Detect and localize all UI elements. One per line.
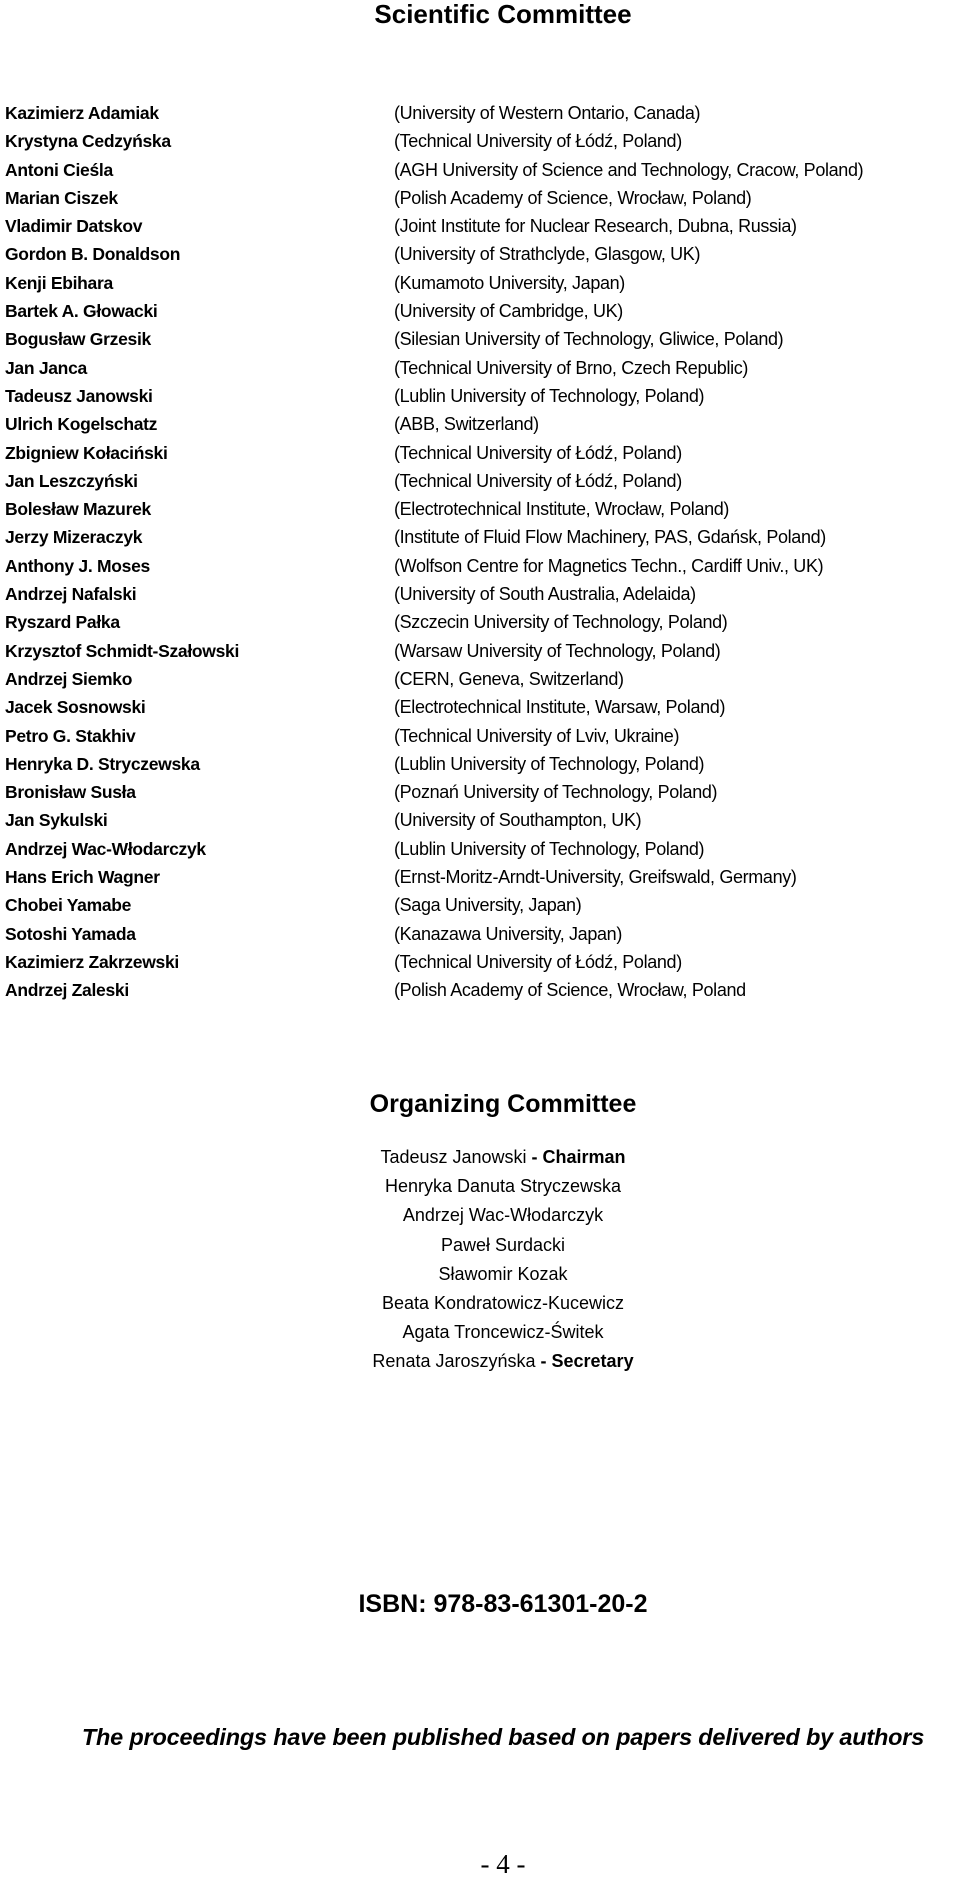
committee-member-row [5,410,960,438]
organizer-row [0,1347,960,1376]
committee-member-row [5,920,960,948]
member-name: Gordon B. Donaldson [5,244,181,265]
member-name: Sotoshi Yamada [5,923,136,944]
member-affiliation: (ABB, Switzerland) [394,414,539,435]
member-name: Antoni Cieśla [5,159,113,180]
organizing-committee-title: Organizing Committee [369,1090,637,1118]
organizer-name: Renata Jaroszyńska [372,1351,536,1372]
committee-member-row [5,665,960,693]
committee-member-row [5,99,960,127]
organizer-name: Henryka Danuta Stryczewska [384,1176,622,1197]
committee-member-row [5,778,960,806]
member-affiliation: (Ernst-Moritz-Arndt-University, Greifswald, Germany) [394,867,797,888]
member-affiliation: (Lublin University of Technology, Poland) [394,838,705,859]
organizer-row [0,1260,960,1289]
member-name: Tadeusz Janowski [5,385,153,406]
member-name: Anthony J. Moses [5,555,150,576]
organizer-row [0,1231,960,1260]
organizer-row [0,1201,960,1230]
committee-member-row [5,863,960,891]
committee-member-row [5,269,960,297]
organizer-name: Sławomir Kozak [438,1263,568,1284]
committee-member-row [5,184,960,212]
committee-member-row [5,439,960,467]
member-name: Chobei Yamabe [5,895,132,916]
member-affiliation: (University of Cambridge, UK) [394,301,623,322]
committee-member-row [5,750,960,778]
organizer-role: - Secretary [535,1351,634,1372]
member-name: Bolesław Mazurek [5,499,151,520]
member-name: Kazimierz Zakrzewski [5,951,179,972]
member-affiliation: (Institute of Fluid Flow Machinery, PAS, Gdańsk, Poland) [394,527,826,548]
committee-member-row [5,835,960,863]
committee-member-row [5,976,960,1004]
organizer-name: Tadeusz Janowski [380,1147,527,1167]
member-name: Krzysztof Schmidt-Szałowski [5,640,240,661]
member-name: Bronisław Susła [5,782,136,803]
member-name: Henryka D. Stryczewska [5,753,200,774]
member-name: Jerzy Mizeraczyk [5,527,143,548]
page-number: - 4 - [480,1849,526,1879]
scientific-committee-list [5,99,960,1005]
member-affiliation: (Silesian University of Technology, Gliwice, Poland) [394,329,784,350]
member-affiliation: (University of Southampton, UK) [394,810,642,831]
committee-member-row [5,382,960,410]
member-affiliation: (Technical University of Łódź, Poland) [394,951,682,972]
committee-member-row [5,495,960,523]
member-affiliation: (Lublin University of Technology, Poland) [394,385,705,406]
member-name: Kenji Ebihara [5,272,113,293]
member-affiliation: (AGH University of Science and Technology, Cracow, Poland) [394,159,864,180]
committee-member-row [5,467,960,495]
organizer-name: Paweł Surdacki [440,1234,566,1255]
organizer-role: - Chairman [526,1147,626,1167]
member-affiliation: (Wolfson Centre for Magnetics Techn., Cardiff Univ., UK) [394,555,824,576]
member-affiliation: (Poznań University of Technology, Poland) [394,782,718,803]
member-name: Kazimierz Adamiak [5,103,159,123]
member-affiliation: (University of South Australia, Adelaida) [394,584,696,605]
isbn: ISBN: 978-83-61301-20-2 [358,1590,648,1618]
publication-note: The proceedings have been published based on papers delivered by authors [81,1724,925,1750]
member-name: Bartek A. Głowacki [5,301,158,322]
member-affiliation: (Szczecin University of Technology, Poland) [394,612,728,633]
member-name: Marian Ciszek [5,187,118,208]
member-name: Andrzej Zaleski [5,980,129,1001]
committee-member-row [5,580,960,608]
member-name: Krystyna Cedzyńska [5,131,171,152]
committee-member-row [5,523,960,551]
member-affiliation: (Kumamoto University, Japan) [394,272,625,293]
member-name: Andrzej Nafalski [5,584,137,605]
organizing-committee-list [0,1143,960,1377]
committee-member-row [5,948,960,976]
member-name: Bogusław Grzesik [5,329,151,350]
organizer-name: Andrzej Wac-Włodarczyk [402,1205,604,1226]
member-affiliation: (Technical University of Łódź, Poland) [394,470,682,491]
organizer-name: Agata Troncewicz-Świtek [402,1322,604,1343]
committee-member-row [5,722,960,750]
committee-member-row [5,354,960,382]
member-name: Hans Erich Wagner [5,867,160,888]
member-affiliation: (Kanazawa University, Japan) [394,923,622,944]
member-name: Ryszard Pałka [5,612,120,633]
committee-member-row [5,297,960,325]
committee-member-row [5,127,960,155]
organizer-row [0,1143,960,1172]
member-affiliation: (University of Western Ontario, Canada) [394,103,701,123]
member-affiliation: (Saga University, Japan) [394,895,582,916]
member-affiliation: (Technical University of Łódź, Poland) [394,442,682,463]
member-affiliation: (University of Strathclyde, Glasgow, UK) [394,244,701,265]
organizer-row [0,1318,960,1347]
committee-member-row [5,608,960,636]
member-affiliation: (Technical University of Łódź, Poland) [394,131,682,152]
member-affiliation: (CERN, Geneva, Switzerland) [394,668,624,689]
member-name: Andrzej Siemko [5,668,133,689]
member-name: Jacek Sosnowski [5,697,146,718]
member-name: Jan Sykulski [5,810,108,831]
organizer-name: Beata Kondratowicz-Kucewicz [381,1292,625,1313]
committee-member-row [5,891,960,919]
member-name: Andrzej Wac-Włodarczyk [5,838,206,859]
member-name: Zbigniew Kołaciński [5,442,168,463]
member-name: Ulrich Kogelschatz [5,414,158,435]
member-affiliation: (Lublin University of Technology, Poland) [394,753,705,774]
member-name: Petro G. Stakhiv [5,725,136,746]
committee-member-row [5,693,960,721]
member-affiliation: (Warsaw University of Technology, Poland) [394,640,721,661]
member-affiliation: (Technical University of Brno, Czech Republic) [394,357,749,378]
member-affiliation: (Polish Academy of Science, Wrocław, Poland) [394,187,752,208]
committee-member-row [5,806,960,834]
committee-member-row [5,156,960,184]
committee-member-row [5,637,960,665]
committee-member-row [5,212,960,240]
member-name: Vladimir Datskov [5,216,143,237]
committee-member-row [5,240,960,268]
member-affiliation: (Electrotechnical Institute, Wrocław, Poland) [394,499,730,520]
member-name: Jan Leszczyński [5,470,138,491]
organizer-row [0,1172,960,1201]
member-affiliation: (Technical University of Lviv, Ukraine) [394,725,680,746]
member-affiliation: (Electrotechnical Institute, Warsaw, Poland) [394,697,726,718]
scientific-committee-title: Scientific Committee [374,0,632,29]
member-name: Jan Janca [5,357,87,378]
committee-member-row [5,552,960,580]
committee-member-row [5,325,960,353]
member-affiliation: (Polish Academy of Science, Wrocław, Poland [394,980,746,1001]
organizer-row [0,1289,960,1318]
member-affiliation: (Joint Institute for Nuclear Research, Dubna, Russia) [394,216,797,237]
